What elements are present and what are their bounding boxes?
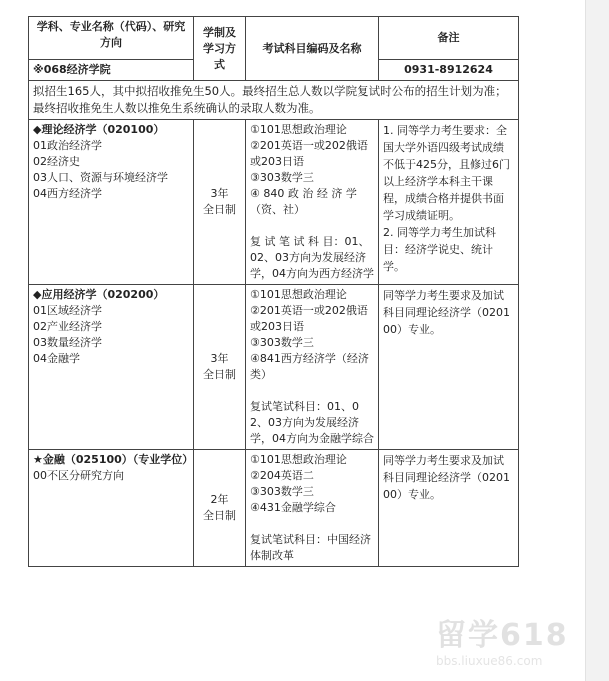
notes-cell bbox=[379, 450, 519, 567]
direction-item: 04金融学 bbox=[33, 352, 80, 365]
exam-cell bbox=[246, 285, 379, 450]
exam-item: ③303数学三 bbox=[250, 485, 314, 498]
duration-years: 3年 bbox=[210, 352, 229, 365]
direction-item: 01区域经济学 bbox=[33, 304, 102, 317]
program-title: ★金融（025100）（专业学位） bbox=[33, 453, 194, 466]
exam-item: ①101思想政治理论 bbox=[250, 123, 347, 136]
exam-item: ④431金融学综合 bbox=[250, 501, 336, 514]
retest-subjects: 复 试 笔 试 科 目：01、02、03方向为发展经济学，04方向为西方经济学 bbox=[250, 235, 374, 280]
exam-item: ③303数学三 bbox=[250, 171, 314, 184]
direction-item: 02经济史 bbox=[33, 155, 80, 168]
direction-item: 03人口、资源与环境经济学 bbox=[33, 171, 168, 184]
exam-item: ④841西方经济学（经济类） bbox=[250, 352, 369, 381]
exam-cell bbox=[246, 450, 379, 567]
header-program: 学科、专业名称（代码）、研究方向 bbox=[29, 17, 194, 60]
header-row bbox=[29, 17, 519, 60]
program-title: ◆理论经济学（020100） bbox=[33, 123, 165, 136]
admissions-table bbox=[28, 16, 519, 567]
institute-phone: 0931-8912624 bbox=[379, 60, 519, 81]
note-item: 同等学力考生要求及加试科目同理论经济学（020100）专业。 bbox=[383, 289, 510, 336]
program-title: ◆应用经济学（020200） bbox=[33, 288, 165, 301]
direction-item: 04西方经济学 bbox=[33, 187, 102, 200]
duration-years: 3年 bbox=[210, 187, 229, 200]
program-cell bbox=[29, 120, 194, 285]
watermark bbox=[430, 608, 600, 678]
intro-text: 拟招生165人，其中拟招收推免生50人。最终招生总人数以学院复试时公布的招生计划为准；最终招收推免生人数以推免生系统确认的录取人数为准。 bbox=[29, 81, 519, 120]
direction-item: 00不区分研究方向 bbox=[33, 469, 124, 482]
study-mode: 全日制 bbox=[203, 368, 236, 381]
duration-cell bbox=[194, 450, 246, 567]
exam-item: ②201英语一或202俄语或203日语 bbox=[250, 139, 368, 168]
duration-cell bbox=[194, 285, 246, 450]
direction-item: 01政治经济学 bbox=[33, 139, 102, 152]
program-row bbox=[29, 450, 519, 567]
header-exams: 考试科目编码及名称 bbox=[246, 17, 379, 81]
intro-row bbox=[29, 81, 519, 120]
note-item: 1. 同等学力考生要求：全国大学外语四级考试成绩不低于425分，且修过6门以上经济学本科主干课程，成绩合格并提供书面学习成绩证明。 bbox=[383, 124, 510, 222]
program-cell bbox=[29, 285, 194, 450]
notes-cell bbox=[379, 285, 519, 450]
scroll-track bbox=[585, 0, 609, 681]
exam-item: ③303数学三 bbox=[250, 336, 314, 349]
watermark-url: bbs.liuxue86.com bbox=[436, 654, 543, 668]
exam-item: ①101思想政治理论 bbox=[250, 453, 347, 466]
program-row bbox=[29, 120, 519, 285]
study-mode: 全日制 bbox=[203, 509, 236, 522]
exam-item: ②201英语一或202俄语或203日语 bbox=[250, 304, 368, 333]
duration-cell bbox=[194, 120, 246, 285]
program-cell bbox=[29, 450, 194, 567]
exam-item: ②204英语二 bbox=[250, 469, 314, 482]
institute-name: ※068经济学院 bbox=[29, 60, 194, 81]
direction-item: 02产业经济学 bbox=[33, 320, 102, 333]
study-mode: 全日制 bbox=[203, 203, 236, 216]
exam-item: ④ 840 政 治 经 济 学（资、社） bbox=[250, 187, 357, 216]
retest-subjects: 复试笔试科目：中国经济体制改革 bbox=[250, 533, 371, 562]
notes-cell bbox=[379, 120, 519, 285]
header-notes: 备注 bbox=[379, 17, 519, 60]
duration-years: 2年 bbox=[210, 493, 229, 506]
note-item: 同等学力考生要求及加试科目同理论经济学（020100）专业。 bbox=[383, 454, 510, 501]
exam-item: ①101思想政治理论 bbox=[250, 288, 347, 301]
retest-subjects: 复试笔试科目：01、02、03方向为发展经济学，04方向为金融学综合 bbox=[250, 400, 374, 445]
watermark-logo: 留学618 bbox=[436, 618, 569, 653]
exam-cell bbox=[246, 120, 379, 285]
direction-item: 03数量经济学 bbox=[33, 336, 102, 349]
program-row bbox=[29, 285, 519, 450]
header-duration: 学制及学习方式 bbox=[194, 17, 246, 81]
note-item: 2. 同等学力考生加试科目：经济学说史、统计学。 bbox=[383, 226, 496, 273]
